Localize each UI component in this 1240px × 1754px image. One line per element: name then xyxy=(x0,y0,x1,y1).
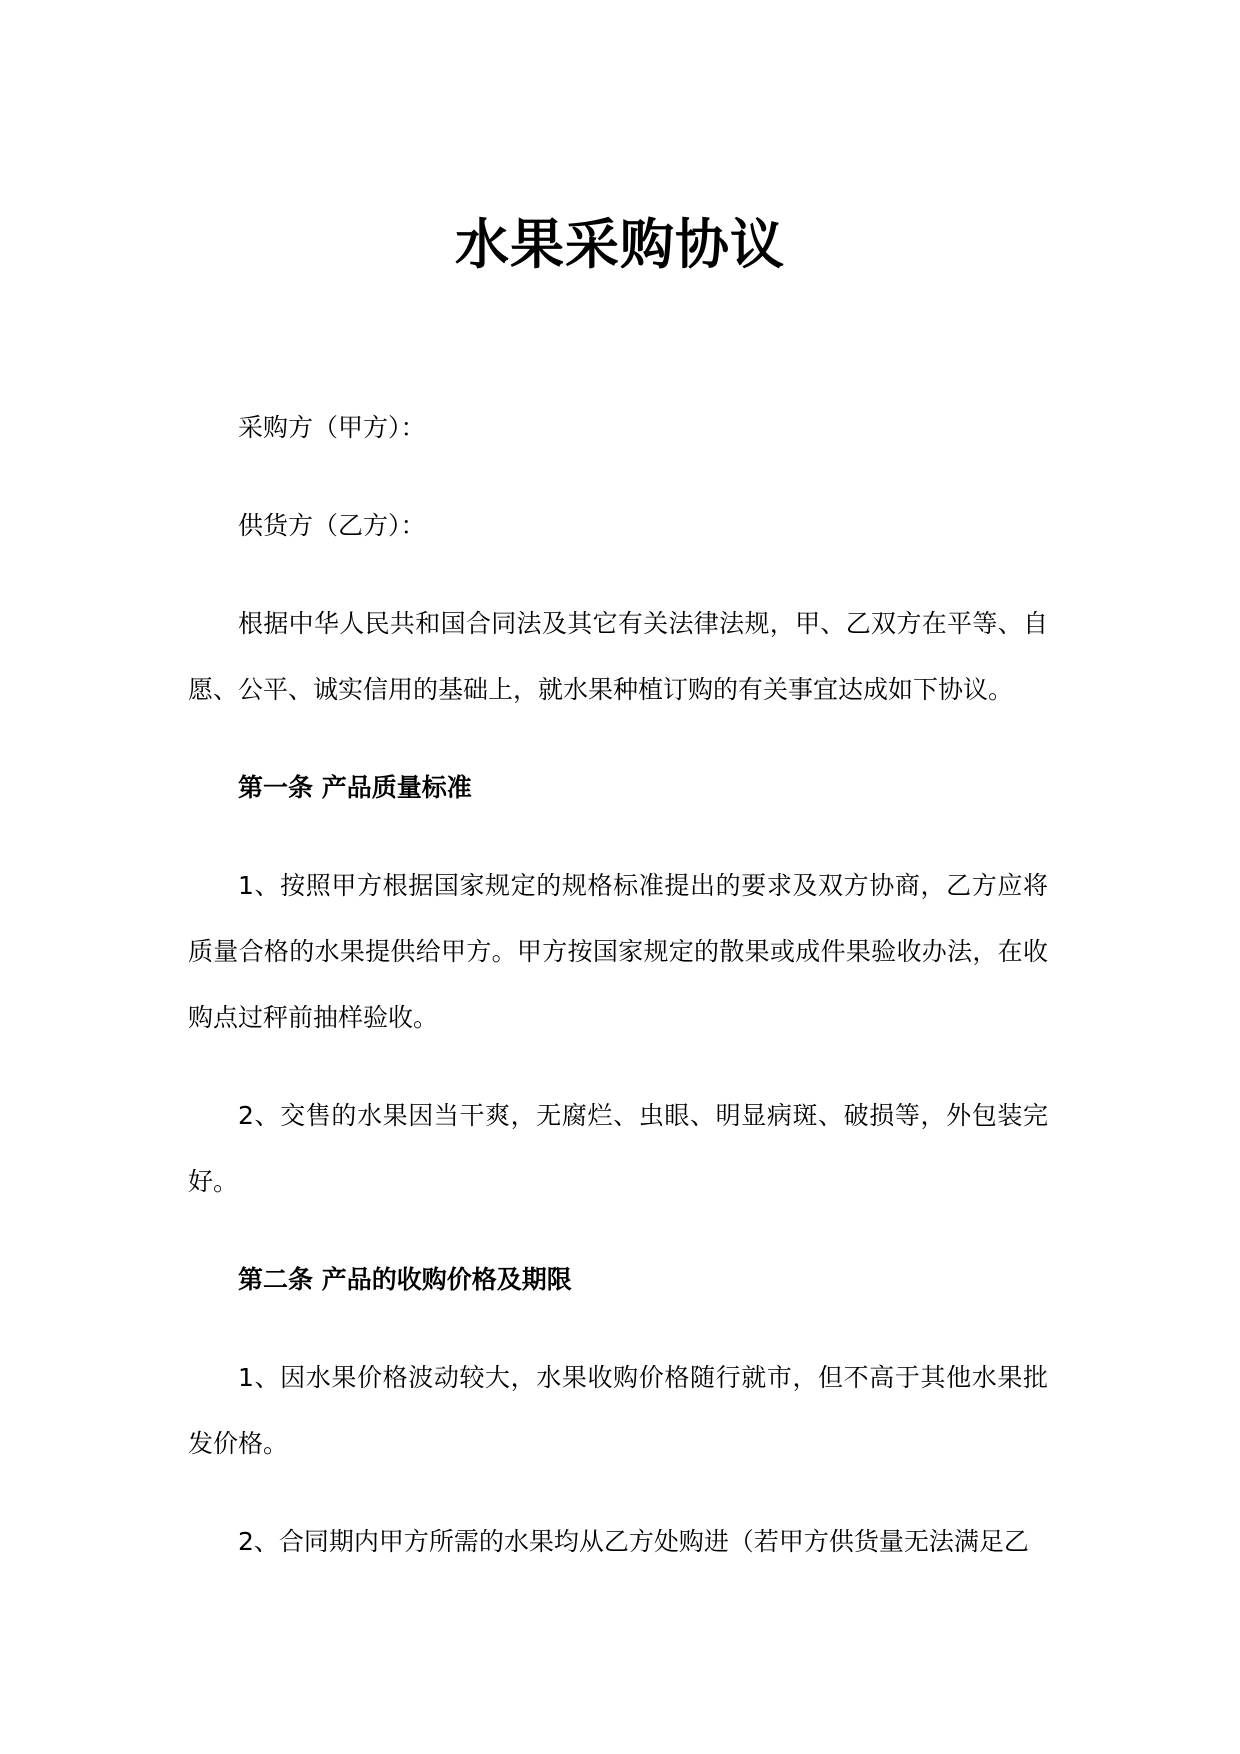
article-1-heading: 第一条 产品质量标准 xyxy=(238,773,472,802)
document-title: 水果采购协议 xyxy=(455,213,785,276)
party-a-line: 采购方（甲方）： xyxy=(238,413,426,442)
article-2-clause-2: 2、合同期内甲方所需的水果均从乙方处购进（若甲方供货量无法满足乙 xyxy=(238,1527,1029,1556)
article-2-heading: 第二条 产品的收购价格及期限 xyxy=(238,1265,572,1294)
document-body xyxy=(188,395,1048,1607)
article-2-clause-1: 1、因水果价格波动较大，水果收购价格随行就市，但不高于其他水果批发价格。 xyxy=(188,1363,1048,1458)
article-1-clause-2: 2、交售的水果因当干爽，无腐烂、虫眼、明显病斑、破损等，外包装完好。 xyxy=(188,1101,1048,1196)
article-1-clause-1: 1、按照甲方根据国家规定的规格标准提出的要求及双方协商，乙方应将质量合格的水果提供给甲方。甲方按国家规定的散果或成件果验收办法，在收购点过秤前抽样验收。 xyxy=(188,871,1048,1032)
preamble-paragraph: 根据中华人民共和国合同法及其它有关法律法规，甲、乙双方在平等、自愿、公平、诚实信用的基础上，就水果种植订购的有关事宜达成如下协议。 xyxy=(188,609,1048,704)
party-b-line: 供货方（乙方）： xyxy=(238,511,426,540)
